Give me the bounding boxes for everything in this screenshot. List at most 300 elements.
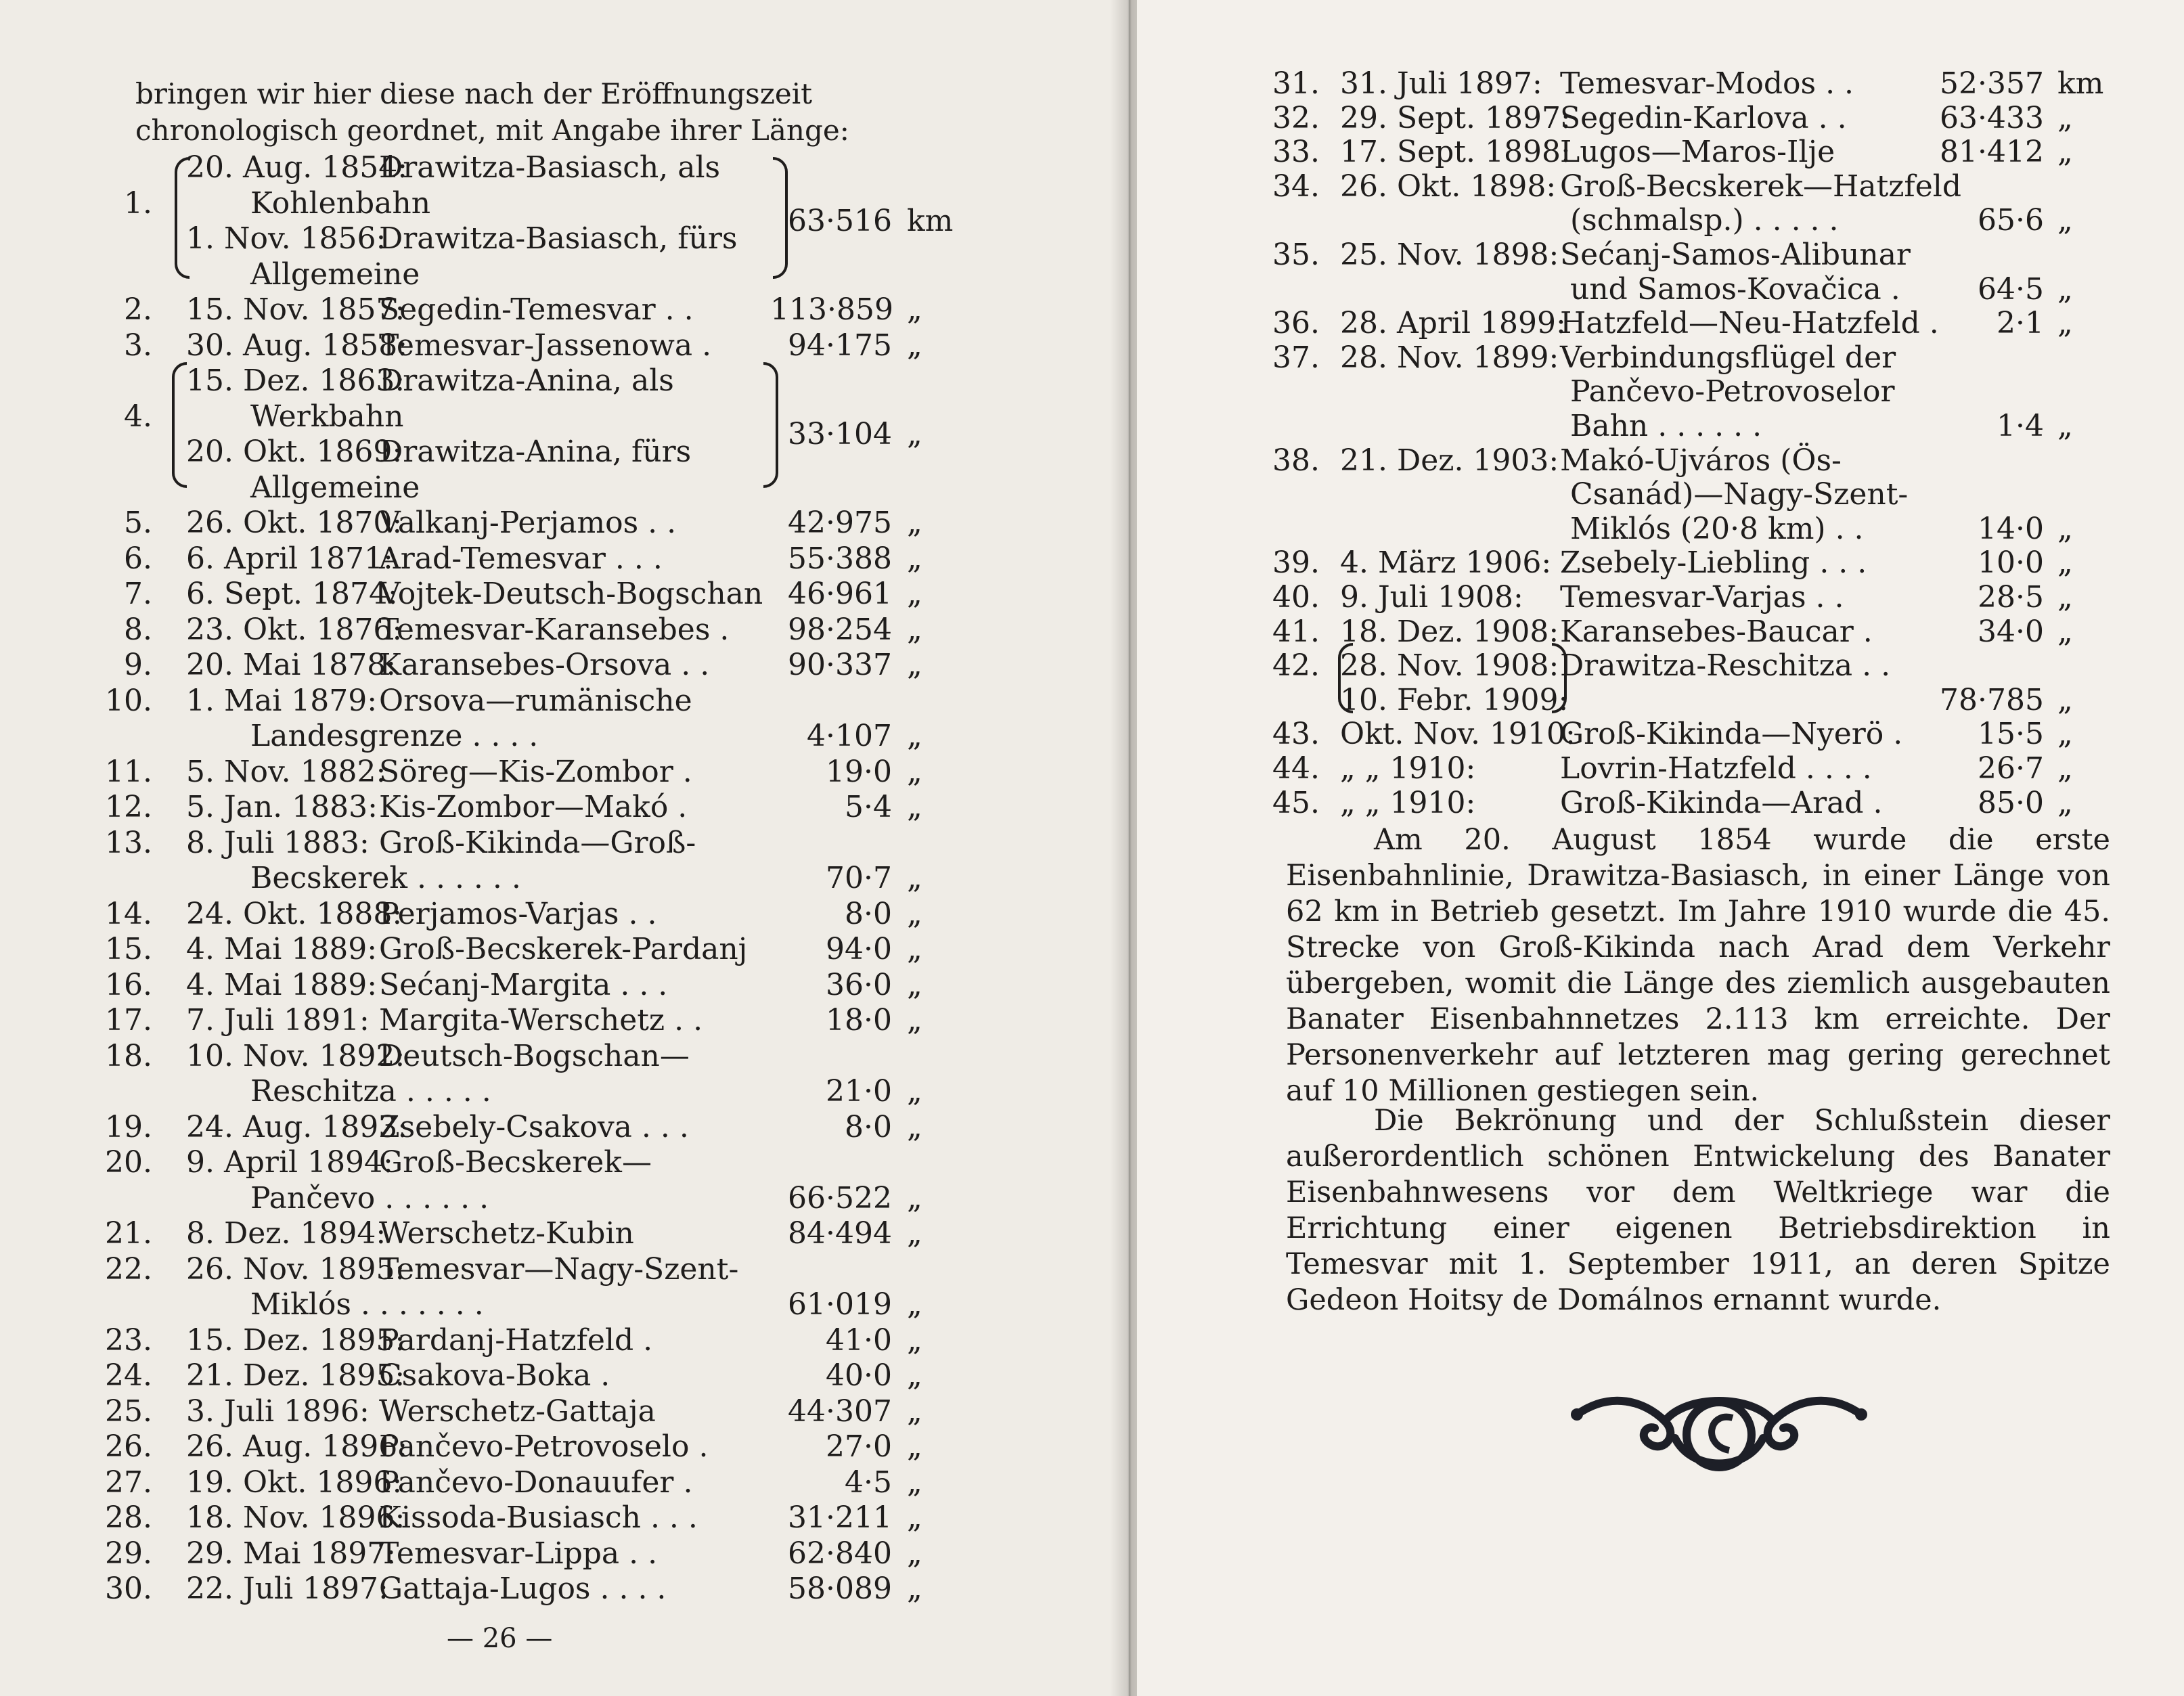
length-value: 63·516 (788, 203, 892, 238)
entry-length (0, 932, 1129, 967)
entry-date: 8. Dez. 1894: (186, 1216, 386, 1251)
railway-entry-line (0, 684, 1129, 719)
entry-route: Orsova—rumänische (379, 683, 692, 718)
length-value: 63·433 (1940, 100, 2044, 135)
length-value: 5·4 (845, 790, 892, 824)
entry-length (1137, 66, 2184, 102)
entry-length (1137, 272, 2184, 307)
entry-date: 18. Dez. 1908: (1340, 614, 1559, 649)
entry-number: 24. (105, 1358, 152, 1393)
length-unit: „ (907, 1287, 922, 1322)
length-unit: „ (907, 719, 922, 753)
length-value: 28·5 (1978, 580, 2044, 615)
entry-date: 6. April 1871: (186, 541, 393, 576)
entry-date: 22. Juli 1897: (186, 1571, 388, 1606)
length-unit: „ (907, 416, 922, 451)
entry-date: 26. Okt. 1870: (186, 506, 403, 540)
length-unit: „ (2057, 751, 2073, 786)
length-unit: „ (2057, 580, 2073, 615)
entry-route: Pardanj-Hatzfeld . (379, 1322, 653, 1358)
intro-text: bringen wir hier diese nach der Eröffnungszeit chronologisch geordnet, mit Angabe ihrer Länge: (135, 77, 849, 147)
entry-route: Werschetz-Gattaja (379, 1393, 656, 1429)
entry-date: 28. April 1899: (1340, 306, 1566, 341)
entry-date: 17. Sept. 1898: (1340, 135, 1571, 170)
entry-date: 30. Aug. 1858: (186, 328, 408, 363)
entry-date: 24. Okt. 1888: (186, 896, 403, 931)
entry-number: 43. (1272, 717, 1320, 752)
entry-date: 4. März 1906: (1340, 545, 1552, 581)
entry-date: 28. Nov. 1899: (1340, 340, 1559, 375)
entry-date: 19. Okt. 1896: (186, 1465, 403, 1500)
entry-route: Segedin-Karlova . . (1560, 100, 1847, 135)
length-unit: „ (907, 292, 922, 327)
entry-number: 30. (105, 1571, 152, 1606)
entry-route: Zsebely-Csakova . . . (379, 1109, 689, 1144)
railway-entry-line (0, 257, 1129, 292)
length-unit: „ (907, 612, 922, 647)
entry-number: 45. (1272, 785, 1320, 820)
entry-route: Karansebes-Orsova . . (379, 648, 710, 682)
entry-length (1137, 786, 2184, 821)
railway-entry-line (0, 826, 1129, 861)
entry-length (0, 1571, 1129, 1607)
entry-route: Reschitza . . . . . (250, 1074, 491, 1109)
length-value: 14·0 (1978, 511, 2044, 546)
entry-number: 2. (124, 292, 152, 327)
entry-date: 15. Dez. 1863: (186, 363, 405, 398)
length-value: 46·961 (788, 577, 892, 611)
entry-route: Drawitza-Anina, als (379, 363, 674, 398)
entry-number: 17. (105, 1003, 152, 1037)
entry-number: 5. (124, 506, 152, 540)
length-unit: „ (2057, 100, 2073, 135)
entry-length (0, 328, 1129, 363)
length-unit: „ (907, 1429, 922, 1464)
entry-number: 28. (105, 1500, 152, 1535)
length-unit: km (907, 203, 954, 238)
bracket-right-4 (763, 362, 778, 488)
entry-number: 16. (105, 967, 152, 1002)
railway-entry-line (1137, 648, 2184, 684)
entry-date: 15. Nov. 1857: (186, 292, 405, 327)
entry-number: 37. (1272, 340, 1320, 375)
entry-length (1137, 306, 2184, 341)
entry-length (0, 541, 1129, 577)
entry-length (0, 1323, 1129, 1358)
entry-date: 26. Okt. 1898: (1340, 169, 1557, 204)
length-value: 55·388 (788, 541, 892, 576)
length-value: 2·1 (1997, 306, 2044, 341)
entry-number: 29. (105, 1536, 152, 1571)
paragraph-2: Die Bekrönung und der Schlußstein dieser außerordentlich schönen Entwickelung des Banater Eisenbahnwesens vor dem Weltkriege war die Errichtung einer eigenen Betriebsdirektion in Temesvar mit 1. September 1911, an deren Spitze Gedeon Hoitsy de Domálnos ernannt wurde. (1286, 1104, 2110, 1317)
entry-number: 3. (124, 328, 152, 363)
entry-date: 29. Mai 1897: (186, 1536, 397, 1571)
entry-number: 14. (105, 896, 152, 931)
length-unit: „ (907, 1536, 922, 1571)
entry-length (0, 1287, 1129, 1322)
length-unit: „ (2057, 306, 2073, 341)
length-value: 78·785 (1940, 682, 2044, 717)
entry-route: Allgemeine (250, 470, 420, 505)
entry-number: 19. (105, 1109, 152, 1144)
length-unit: „ (2057, 682, 2073, 717)
length-value: 40·0 (826, 1358, 892, 1393)
length-value: 94·175 (788, 328, 892, 363)
entry-number: 15. (105, 932, 152, 966)
length-unit: „ (907, 541, 922, 576)
entry-route: Karansebes-Baucar . (1560, 614, 1873, 649)
entry-length (0, 1110, 1129, 1145)
railway-entry-line (1137, 169, 2184, 204)
entry-route: Groß-Becskerek— (379, 1145, 652, 1180)
entry-length (0, 1536, 1129, 1571)
entry-route: Lovrin-Hatzfeld . . . . (1560, 751, 1872, 786)
length-unit: „ (907, 1003, 922, 1037)
entry-number: 9. (124, 648, 152, 682)
length-value: 65·6 (1978, 203, 2044, 238)
length-value: 18·0 (826, 1003, 892, 1037)
railway-entry-line (0, 1145, 1129, 1180)
length-value: 70·7 (826, 861, 892, 895)
length-value: 84·494 (788, 1216, 892, 1251)
length-unit: „ (907, 861, 922, 895)
length-unit: „ (907, 1571, 922, 1606)
length-unit: „ (907, 506, 922, 540)
entry-route: Valkanj-Perjamos . . (379, 506, 677, 540)
entry-route: Werschetz-Kubin (379, 1216, 634, 1251)
length-unit: „ (907, 1358, 922, 1393)
entry-number: 34. (1272, 169, 1320, 204)
entry-length (0, 1181, 1129, 1216)
length-value: 8·0 (845, 896, 892, 931)
bracket-left-1 (175, 157, 190, 279)
entry-date: 9. April 1894: (186, 1145, 393, 1180)
length-unit: „ (2057, 717, 2073, 752)
length-value: 62·840 (788, 1536, 892, 1571)
entry-length (0, 204, 1129, 239)
entry-date: 31. Juli 1897: (1340, 66, 1542, 101)
entry-number: 26. (105, 1429, 152, 1464)
entry-number: 21. (105, 1216, 152, 1251)
entry-number: 36. (1272, 306, 1320, 341)
length-unit: „ (907, 577, 922, 611)
entry-route: Kissoda-Busiasch . . . (379, 1500, 698, 1535)
entry-route: Temesvar-Lippa . . (379, 1536, 658, 1571)
railway-entry-line (1137, 443, 2184, 478)
entry-date: 5. Nov. 1882: (186, 754, 386, 789)
length-unit: „ (907, 328, 922, 363)
entry-route: Arad-Temesvar . . . (379, 541, 663, 576)
entry-route: Miklós . . . . . . . (250, 1287, 484, 1322)
entry-route: Groß-Kikinda—Nyerö . (1560, 717, 1903, 752)
entry-route: Drawitza-Basiasch, fürs (379, 221, 738, 256)
entry-length (1137, 409, 2184, 444)
entry-date: Okt. Nov. 1910: (1340, 717, 1576, 752)
entry-route: Becskerek . . . . . . (250, 861, 521, 895)
length-unit: „ (2057, 409, 2073, 443)
entry-route: und Samos-Kovačica . (1570, 271, 1900, 307)
entry-number: 38. (1272, 443, 1320, 478)
entry-route: Temesvar-Jassenowa . (379, 328, 712, 363)
entry-number: 20. (105, 1145, 152, 1180)
entry-date: „ „ 1910: (1340, 785, 1476, 820)
entry-date: 24. Aug. 1893: (186, 1109, 408, 1144)
entry-route: Sećanj-Margita . . . (379, 967, 668, 1002)
entry-route: Temesvar-Varjas . . (1560, 580, 1844, 615)
entry-number: 25. (105, 1393, 152, 1429)
length-value: 21·0 (826, 1074, 892, 1109)
length-value: 10·0 (1978, 545, 2044, 581)
entry-route: (schmalsp.) . . . . . (1570, 203, 1839, 238)
entry-length (1137, 512, 2184, 547)
entry-date: 29. Sept. 1897: (1340, 100, 1571, 135)
entry-route: Groß-Kikinda—Arad . (1560, 785, 1883, 820)
entry-route: Temesvar-Karansebes . (379, 612, 730, 647)
entry-route: Pančevo-Petrovoselor (1570, 374, 1895, 409)
length-unit: „ (907, 967, 922, 1002)
entry-number: 22. (105, 1251, 152, 1287)
length-unit: „ (907, 1216, 922, 1251)
entry-date: 15. Dez. 1895: (186, 1322, 405, 1358)
entry-route: Pančevo . . . . . . (250, 1180, 489, 1215)
length-value: 58·089 (788, 1571, 892, 1606)
length-unit: „ (907, 1180, 922, 1215)
entry-number: 31. (1272, 66, 1320, 101)
entry-length (0, 861, 1129, 896)
length-unit: „ (907, 932, 922, 966)
entry-length (0, 506, 1129, 541)
entry-route: Vojtek-Deutsch-Bogschan (379, 577, 763, 611)
entry-date: 8. Juli 1883: (186, 825, 370, 860)
entry-date: 21. Dez. 1895: (186, 1358, 405, 1393)
entry-number: 35. (1272, 238, 1320, 272)
entry-route: Groß-Becskerek-Pardanj (379, 932, 748, 966)
length-value: 8·0 (845, 1109, 892, 1144)
length-unit: „ (2057, 511, 2073, 546)
entry-route: Margita-Werschetz . . (379, 1003, 703, 1037)
entry-length (1137, 615, 2184, 650)
length-value: 4·107 (807, 719, 892, 753)
length-value: 90·337 (788, 648, 892, 682)
entry-number: 11. (105, 754, 152, 789)
entry-route: Drawitza-Anina, fürs (379, 434, 692, 469)
entry-date: 28. Nov. 1908: (1340, 648, 1559, 684)
entry-number: 6. (124, 541, 152, 576)
entry-date: 20. Mai 1878: (186, 648, 397, 682)
length-value: 66·522 (788, 1180, 892, 1215)
length-value: 85·0 (1978, 785, 2044, 820)
entry-date: 1. Mai 1879: (186, 683, 378, 718)
page-number: — 26 — (447, 1623, 553, 1654)
entry-number: 40. (1272, 580, 1320, 615)
entry-date: 3. Juli 1896: (186, 1393, 370, 1429)
entry-route: Pančevo-Donauufer . (379, 1465, 693, 1500)
entry-length (1137, 683, 2184, 718)
entry-number: 4. (124, 399, 152, 434)
entry-route: Lugos—Maros-Ilje (1560, 135, 1835, 170)
length-value: 31·211 (788, 1500, 892, 1535)
entry-route: Landesgrenze . . . . (250, 719, 539, 753)
length-unit: „ (907, 1074, 922, 1109)
entry-number: 1. (124, 185, 152, 221)
entry-length (0, 417, 1129, 452)
length-value: 33·104 (788, 416, 892, 451)
length-unit: „ (2057, 785, 2073, 820)
entry-length (1137, 751, 2184, 786)
entry-length (0, 755, 1129, 790)
length-unit: „ (2057, 545, 2073, 581)
bracket-left-42 (1338, 643, 1353, 713)
railway-entry-line (1137, 477, 2184, 512)
entry-date: 10. Febr. 1909: (1340, 682, 1569, 717)
length-unit: „ (907, 1500, 922, 1535)
length-value: 1·4 (1997, 409, 2044, 443)
entry-date: „ „ 1910: (1340, 751, 1476, 786)
entry-route: Hatzfeld—Neu-Hatzfeld . (1560, 306, 1939, 341)
entry-length (0, 968, 1129, 1003)
entry-route: Gattaja-Lugos . . . . (379, 1571, 667, 1606)
entry-route: Temesvar-Modos . . (1560, 66, 1854, 101)
entry-route: Csanád)—Nagy-Szent- (1570, 477, 1909, 512)
entry-date: 26. Nov. 1895: (186, 1251, 405, 1287)
entry-date: 9. Juli 1908: (1340, 580, 1523, 615)
entry-date: 21. Dez. 1903: (1340, 443, 1559, 478)
entry-length (1137, 101, 2184, 136)
entry-number: 13. (105, 825, 152, 860)
length-value: 52·357 (1940, 66, 2044, 101)
length-unit: „ (2057, 271, 2073, 307)
entry-route: Perjamos-Varjas . . (379, 896, 657, 931)
entry-number: 10. (105, 683, 152, 718)
entry-number: 18. (105, 1038, 152, 1073)
entry-number: 39. (1272, 545, 1320, 581)
entry-length (0, 1358, 1129, 1393)
length-unit: „ (907, 1393, 922, 1429)
length-unit: km (2057, 66, 2104, 101)
length-value: 44·307 (788, 1393, 892, 1429)
entry-route: Drawitza-Reschitza . . (1560, 648, 1891, 684)
entry-route: Bahn . . . . . . (1570, 409, 1762, 443)
entry-date: 4. Mai 1889: (186, 967, 378, 1002)
length-value: 4·5 (845, 1465, 892, 1500)
entry-date: 10. Nov. 1892: (186, 1038, 405, 1073)
entry-route: Pančevo-Petrovoselo . (379, 1429, 709, 1464)
length-unit: „ (907, 1465, 922, 1500)
entry-date: 23. Okt. 1876: (186, 612, 403, 647)
entry-date: 1. Nov. 1856: (186, 221, 386, 256)
entry-length (0, 790, 1129, 825)
entry-route: Sećanj-Samos-Alibunar (1560, 238, 1911, 272)
length-unit: „ (2057, 614, 2073, 649)
entry-route: Verbindungsflügel der (1560, 340, 1896, 375)
entry-date: 18. Nov. 1896: (186, 1500, 405, 1535)
railway-entry-line (0, 1252, 1129, 1287)
entry-length (1137, 580, 2184, 615)
entry-length (1137, 203, 2184, 238)
length-unit: „ (907, 754, 922, 789)
entry-number: 42. (1272, 648, 1320, 684)
entry-number: 33. (1272, 135, 1320, 170)
vignette-ornament-icon (1563, 1364, 1875, 1479)
entry-number: 23. (105, 1322, 152, 1358)
entry-route: Temesvar—Nagy-Szent- (379, 1251, 739, 1287)
length-value: 26·7 (1978, 751, 2044, 786)
entry-date: 6. Sept. 1874: (186, 577, 398, 611)
entry-route: Segedin-Temesvar . . (379, 292, 694, 327)
length-value: 34·0 (1978, 614, 2044, 649)
bracket-right-1 (773, 157, 788, 279)
entry-length (0, 648, 1129, 683)
length-value: 42·975 (788, 506, 892, 540)
length-unit: „ (907, 1322, 922, 1358)
bracket-right-42 (1552, 643, 1567, 713)
entry-number: 27. (105, 1465, 152, 1500)
length-unit: „ (2057, 135, 2073, 170)
length-value: 64·5 (1978, 271, 2044, 307)
entry-length (0, 1500, 1129, 1536)
entry-date: 5. Jan. 1883: (186, 790, 378, 824)
entry-length (0, 1465, 1129, 1500)
entry-route: Werkbahn (250, 399, 404, 434)
entry-route: Deutsch-Bogschan— (379, 1038, 690, 1073)
bracket-left-4 (172, 362, 187, 488)
entry-date: 26. Aug. 1896: (186, 1429, 408, 1464)
entry-length (0, 612, 1129, 648)
entry-route: Csakova-Boka . (379, 1358, 610, 1393)
length-value: 113·859 (770, 292, 893, 327)
railway-entry-line (0, 470, 1129, 506)
entry-date: 25. Nov. 1898: (1340, 238, 1559, 272)
entry-date: 20. Okt. 1869: (186, 434, 403, 469)
length-value: 94·0 (826, 932, 892, 966)
length-unit: „ (907, 1109, 922, 1144)
entry-number: 8. (124, 612, 152, 647)
entry-length (0, 1394, 1129, 1429)
entry-route: Kohlenbahn (250, 185, 431, 221)
entry-length (0, 577, 1129, 612)
entry-route: Söreg—Kis-Zombor . (379, 754, 692, 789)
entry-date: 4. Mai 1889: (186, 932, 378, 966)
entry-number: 41. (1272, 614, 1320, 649)
entry-length (0, 292, 1129, 328)
entry-length (0, 1429, 1129, 1465)
length-value: 81·412 (1940, 135, 2044, 170)
length-value: 61·019 (788, 1287, 892, 1322)
length-value: 19·0 (826, 754, 892, 789)
entry-route: Allgemeine (250, 256, 420, 292)
entry-route: Kis-Zombor—Makó . (379, 790, 688, 824)
entry-route: Drawitza-Basiasch, als (379, 150, 721, 185)
entry-length (0, 1074, 1129, 1109)
entry-length (0, 719, 1129, 754)
entry-route: Miklós (20·8 km) . . (1570, 511, 1864, 546)
entry-route: Zsebely-Liebling . . . (1560, 545, 1867, 581)
railway-entry-line (1137, 238, 2184, 273)
railway-entry-line (0, 1039, 1129, 1074)
railway-entry-line (1137, 374, 2184, 409)
length-value: 36·0 (826, 967, 892, 1002)
entry-length (1137, 135, 2184, 170)
length-unit: „ (2057, 203, 2073, 238)
length-unit: „ (907, 790, 922, 824)
entry-date: 20. Aug. 1854: (186, 150, 408, 185)
entry-date: 7. Juli 1891: (186, 1003, 370, 1037)
length-value: 15·5 (1978, 717, 2044, 752)
length-unit: „ (907, 648, 922, 682)
entry-length (1137, 545, 2184, 581)
entry-length (1137, 717, 2184, 752)
paragraph-1: Am 20. August 1854 wurde die erste Eisenbahnlinie, Drawitza-Basiasch, in einer Länge von 62 km in Betrieb gesetzt. Im Jahre 1910 wurde die 45. Strecke von Groß-Kikinda nach Arad dem Verkehr übergeben, womit die Länge des ziemlich ausgebauten Banater Eisenbahnnetzes 2.113 km erreichte. Der Personenverkehr auf letzteren mag gering gerechnet auf 10 Millionen gestiegen sein. (1286, 823, 2110, 1108)
